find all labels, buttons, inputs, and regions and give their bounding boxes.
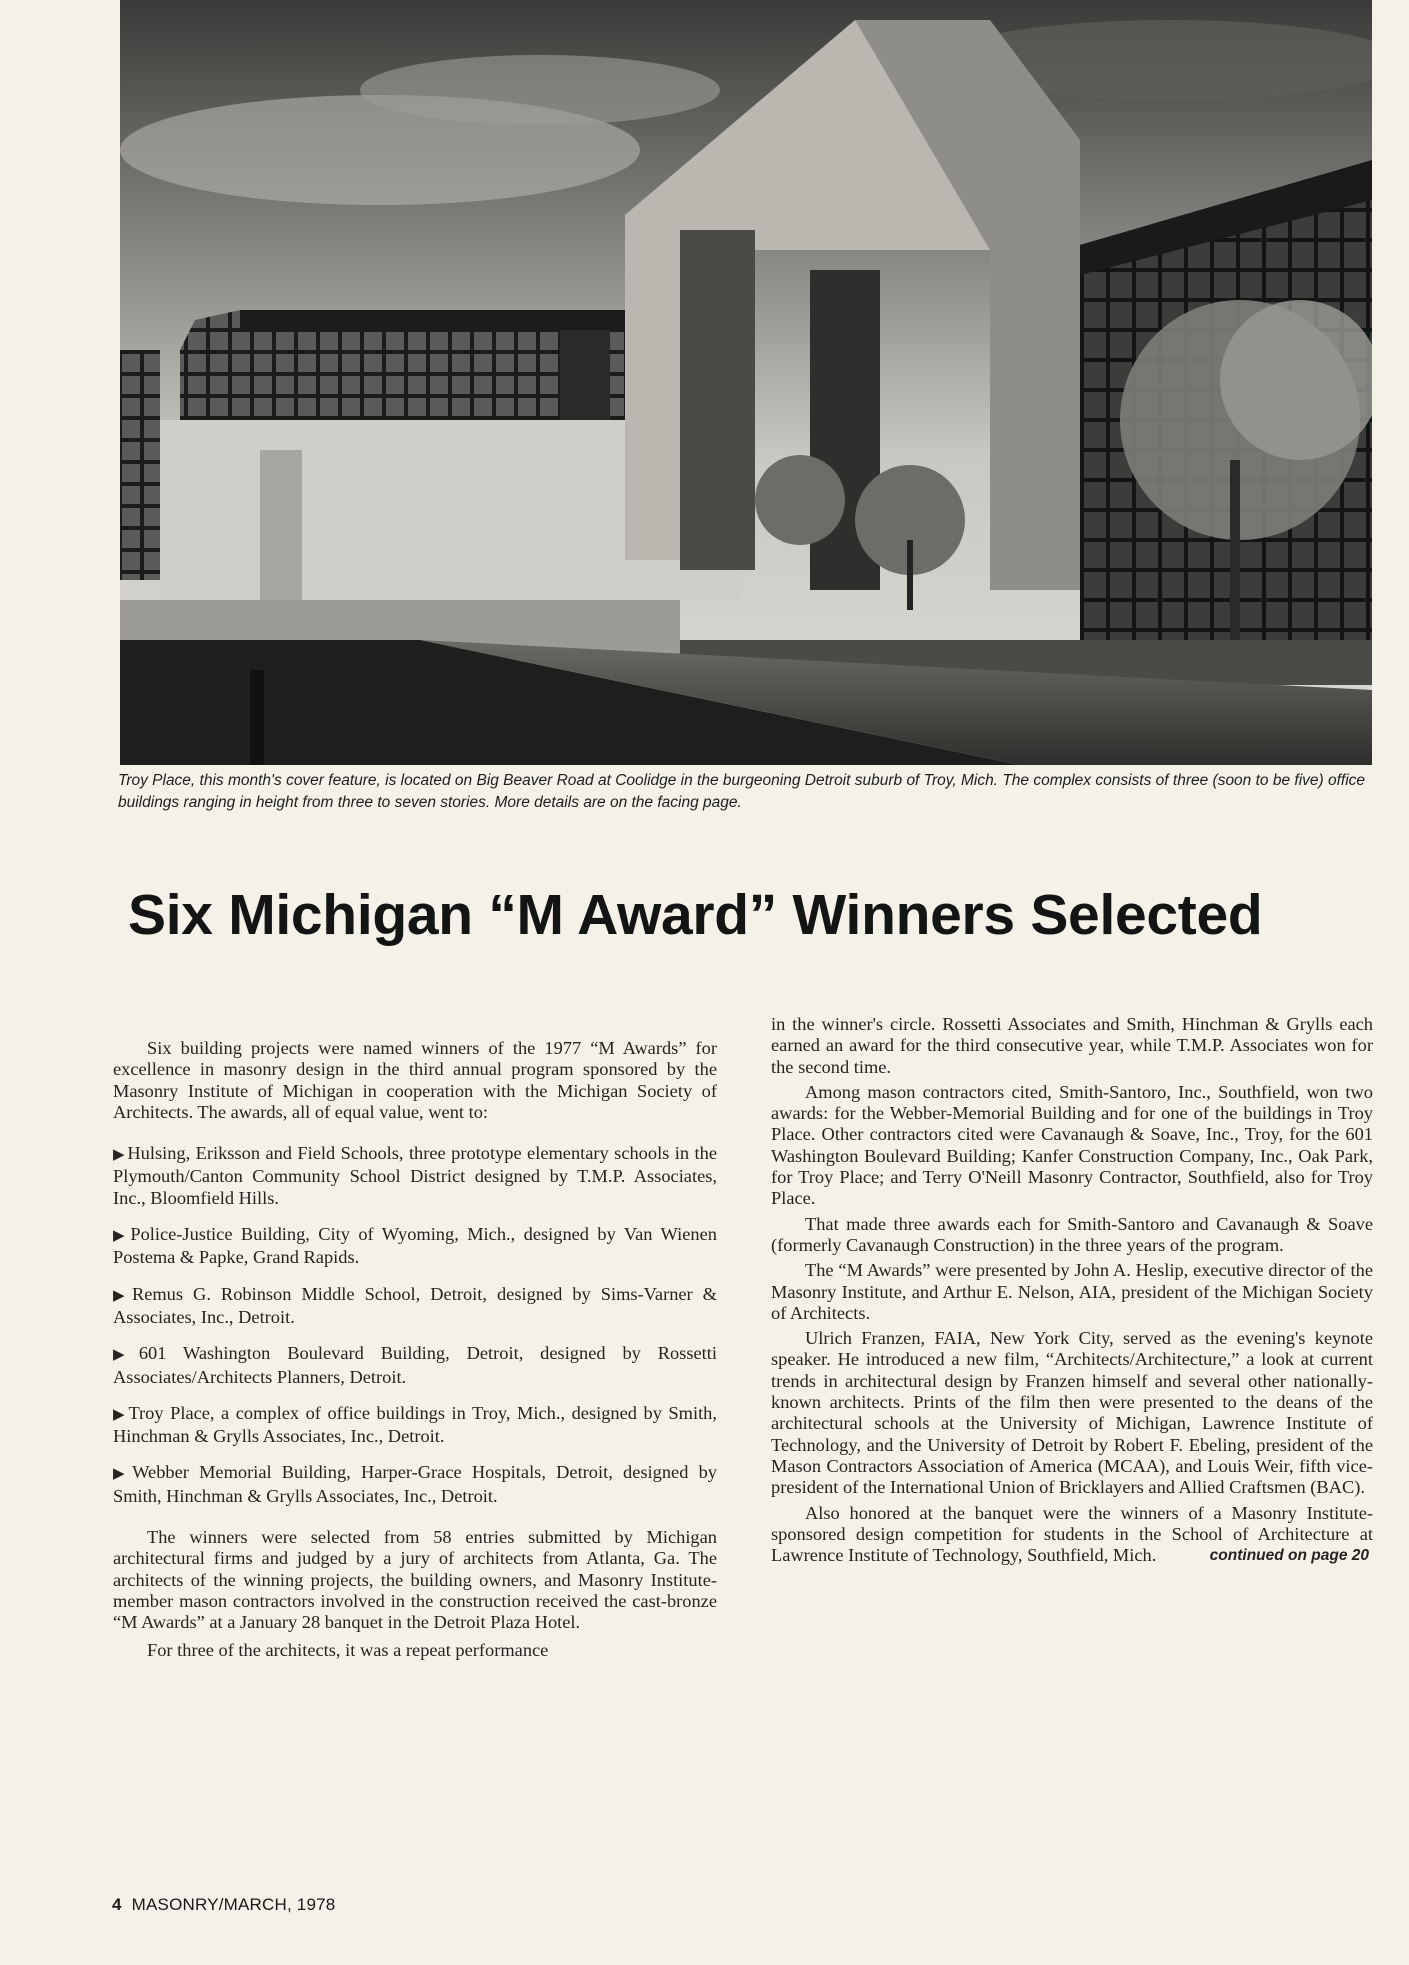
right-column <box>771 1014 1373 1566</box>
winner-item <box>113 1343 717 1388</box>
headline: Six Michigan “M Award” Winners Selected <box>128 883 1263 947</box>
body-paragraph: Among mason contractors cited, Smith-Santoro, Inc., Southfield, won two awards: for the Webber-Memorial Building and for one of the buildings in Troy Place. Other contractors cited were Cavanaugh & Soave, Inc., Troy, for the 601 Washington Boulevard Building; Kanfer Construction Company, Inc., Oak Park, for Troy Place; and Terry O'Neill Masonry Contractor, Southfield, also for Troy Place. <box>771 1081 1373 1209</box>
left-column <box>113 1038 717 1661</box>
winner-item <box>113 1403 717 1448</box>
body-paragraph <box>771 1503 1373 1567</box>
winner-text: Webber Memorial Building, Harper-Grace Hospitals, Detroit, designed by Smith, Hinchman & Grylls Associates, Inc., Detroit. <box>113 1462 717 1506</box>
winner-item <box>113 1462 717 1507</box>
winner-text: Troy Place, a complex of office buildings in Troy, Mich., designed by Smith, Hinchman & Grylls Associates, Inc., Detroit. <box>113 1402 717 1447</box>
repeat-paragraph: For three of the architects, it was a repeat performance <box>147 1639 549 1660</box>
intro-paragraph: Six building projects were named winners of the 1977 “M Awards” for excellence in masonry design in the third annual program sponsored by the Masonry Institute of Michigan in cooperation with the Michigan Society of Architects. The awards, all of equal value, went to: <box>113 1038 717 1122</box>
photo-caption: Troy Place, this month's cover feature, is located on Big Beaver Road at Coolidge in the burgeoning Detroit suburb of Troy, Mich. The complex consists of three (soon to be five) office buildings ranging in height from three to seven stories. More details are on the facing page. <box>118 772 1366 811</box>
body-paragraph: The “M Awards” were presented by John A. Heslip, executive director of the Masonry Institute, and Arthur E. Nelson, AIA, president of the Michigan Society of Architects. <box>771 1260 1373 1323</box>
body-paragraph: Ulrich Franzen, FAIA, New York City, served as the evening's keynote speaker. He introduced a new film, “Architects/Architecture,” a look at current trends in architectural design by Franzen himself and several other nationally-known architects. Prints of the film then were presented to the deans of the architectural schools at the University of Michigan, Lawrence Institute of Technology, and the University of Detroit by Robert F. Ebeling, president of the Mason Contractors Association of America (MCAA), and Louis Weir, fifth vice-president of the International Union of Bricklayers and Allied Craftsmen (BAC). <box>771 1328 1373 1498</box>
page-footer <box>112 1895 335 1915</box>
winner-text: Police-Justice Building, City of Wyoming, Mich., designed by Van Wienen Postema & Papke, Grand Rapids. <box>113 1224 717 1268</box>
bullet-arrow-icon: ▶ <box>113 1347 137 1364</box>
body-paragraph: in the winner's circle. Rossetti Associates and Smith, Hinchman & Grylls each earned an award for the third consecutive year, while T.M.P. Associates won for the second time. <box>771 1014 1373 1077</box>
bullet-arrow-icon: ▶ <box>113 1406 127 1423</box>
bullet-arrow-icon: ▶ <box>113 1147 126 1164</box>
winner-text: 601 Washington Boulevard Building, Detroit, designed by Rossetti Associates/Architects Planners, Detroit. <box>113 1343 717 1387</box>
publication-line: MASONRY/MARCH, 1978 <box>131 1895 336 1914</box>
selection-paragraph: The winners were selected from 58 entries submitted by Michigan architectural firms and judged by a jury of architects from Atlanta, Ga. The architects of the winning projects, the building owners, and Masonry Institute-member mason contractors involved in the construction received the cast-bronze “M Awards” at a January 28 banquet in the Detroit Plaza Hotel. <box>113 1527 717 1633</box>
cover-photo <box>120 0 1372 765</box>
winner-item <box>113 1143 717 1209</box>
continued-link[interactable]: continued on page 20 <box>1209 1547 1369 1565</box>
winner-item <box>113 1284 717 1329</box>
troy-place-photo <box>120 0 1372 765</box>
bullet-arrow-icon: ▶ <box>113 1466 131 1483</box>
winner-item <box>113 1224 717 1269</box>
body-paragraph: That made three awards each for Smith-Santoro and Cavanaugh & Soave (formerly Cavanaugh Construction) in the three years of the program. <box>771 1213 1373 1255</box>
winner-text: Hulsing, Eriksson and Field Schools, three prototype elementary schools in the Plymouth/Canton Community School District designed by T.M.P. Associates, Inc., Bloomfield Hills. <box>113 1143 717 1208</box>
winner-text: Remus G. Robinson Middle School, Detroit, designed by Sims-Varner & Associates, Inc., Detroit. <box>113 1283 717 1327</box>
page-number: 4 <box>112 1895 122 1914</box>
bullet-arrow-icon: ▶ <box>113 1228 129 1245</box>
closing-text: Also honored at the banquet were the winners of a Masonry Institute-sponsored design competition for students in the School of Architecture at Lawrence Institute of Technology, Southfield, Mich. <box>771 1502 1373 1566</box>
bullet-arrow-icon: ▶ <box>113 1287 130 1304</box>
